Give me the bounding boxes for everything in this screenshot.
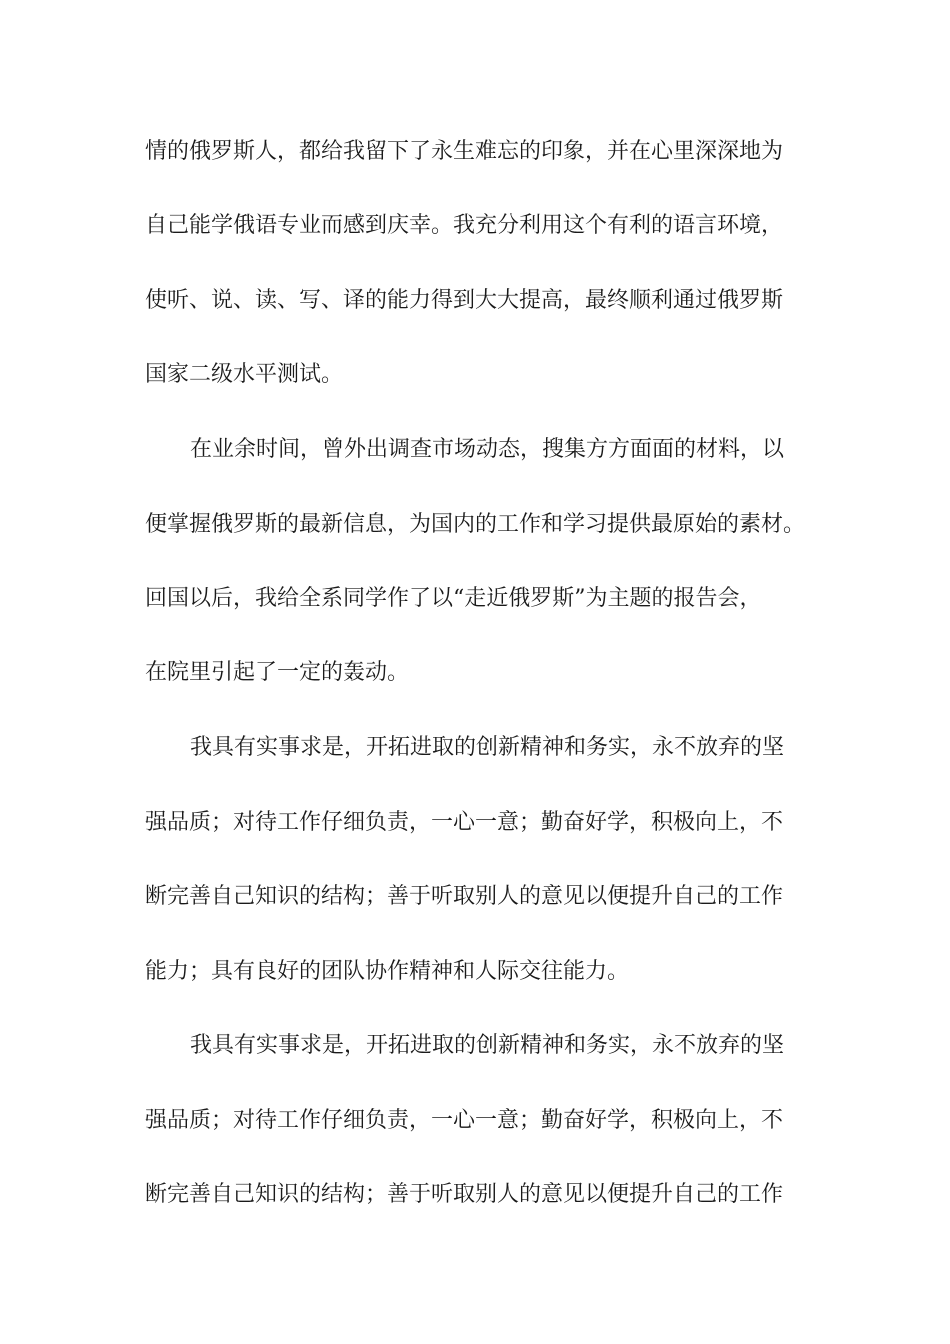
text-line: 便掌握俄罗斯的最新信息，为国内的工作和学习提供最原始的素材。 [145, 512, 806, 537]
text-line: 能力；具有良好的团队协作精神和人际交往能力。 [145, 959, 630, 984]
paragraph-first-line: 在业余时间，曾外出调查市场动态，搜集方方面面的材料，以 [190, 437, 785, 462]
text-line: 在院里引起了一定的轰动。 [145, 660, 410, 685]
text-line: 强品质；对待工作仔细负责，一心一意；勤奋好学，积极向上，不 [145, 1108, 784, 1133]
paragraph-first-line: 我具有实事求是，开拓进取的创新精神和务实，永不放弃的坚 [190, 735, 785, 760]
text-line: 断完善自己知识的结构；善于听取别人的意见以便提升自己的工作 [145, 884, 784, 909]
text-line: 情的俄罗斯人，都给我留下了永生难忘的印象，并在心里深深地为 [145, 139, 784, 164]
text-line: 强品质；对待工作仔细负责，一心一意；勤奋好学，积极向上，不 [145, 810, 784, 835]
text-line: 使听、说、读、写、译的能力得到大大提高，最终顺利通过俄罗斯 [145, 288, 784, 313]
paragraph-first-line: 我具有实事求是，开拓进取的创新精神和务实，永不放弃的坚 [190, 1033, 785, 1058]
text-line: 回国以后，我给全系同学作了以“走近俄罗斯”为主题的报告会， [145, 586, 762, 611]
text-line: 自己能学俄语专业而感到庆幸。我充分利用这个有利的语言环境， [145, 213, 784, 238]
text-line: 断完善自己知识的结构；善于听取别人的意见以便提升自己的工作 [145, 1182, 784, 1207]
text-line: 国家二级水平测试。 [145, 362, 344, 387]
